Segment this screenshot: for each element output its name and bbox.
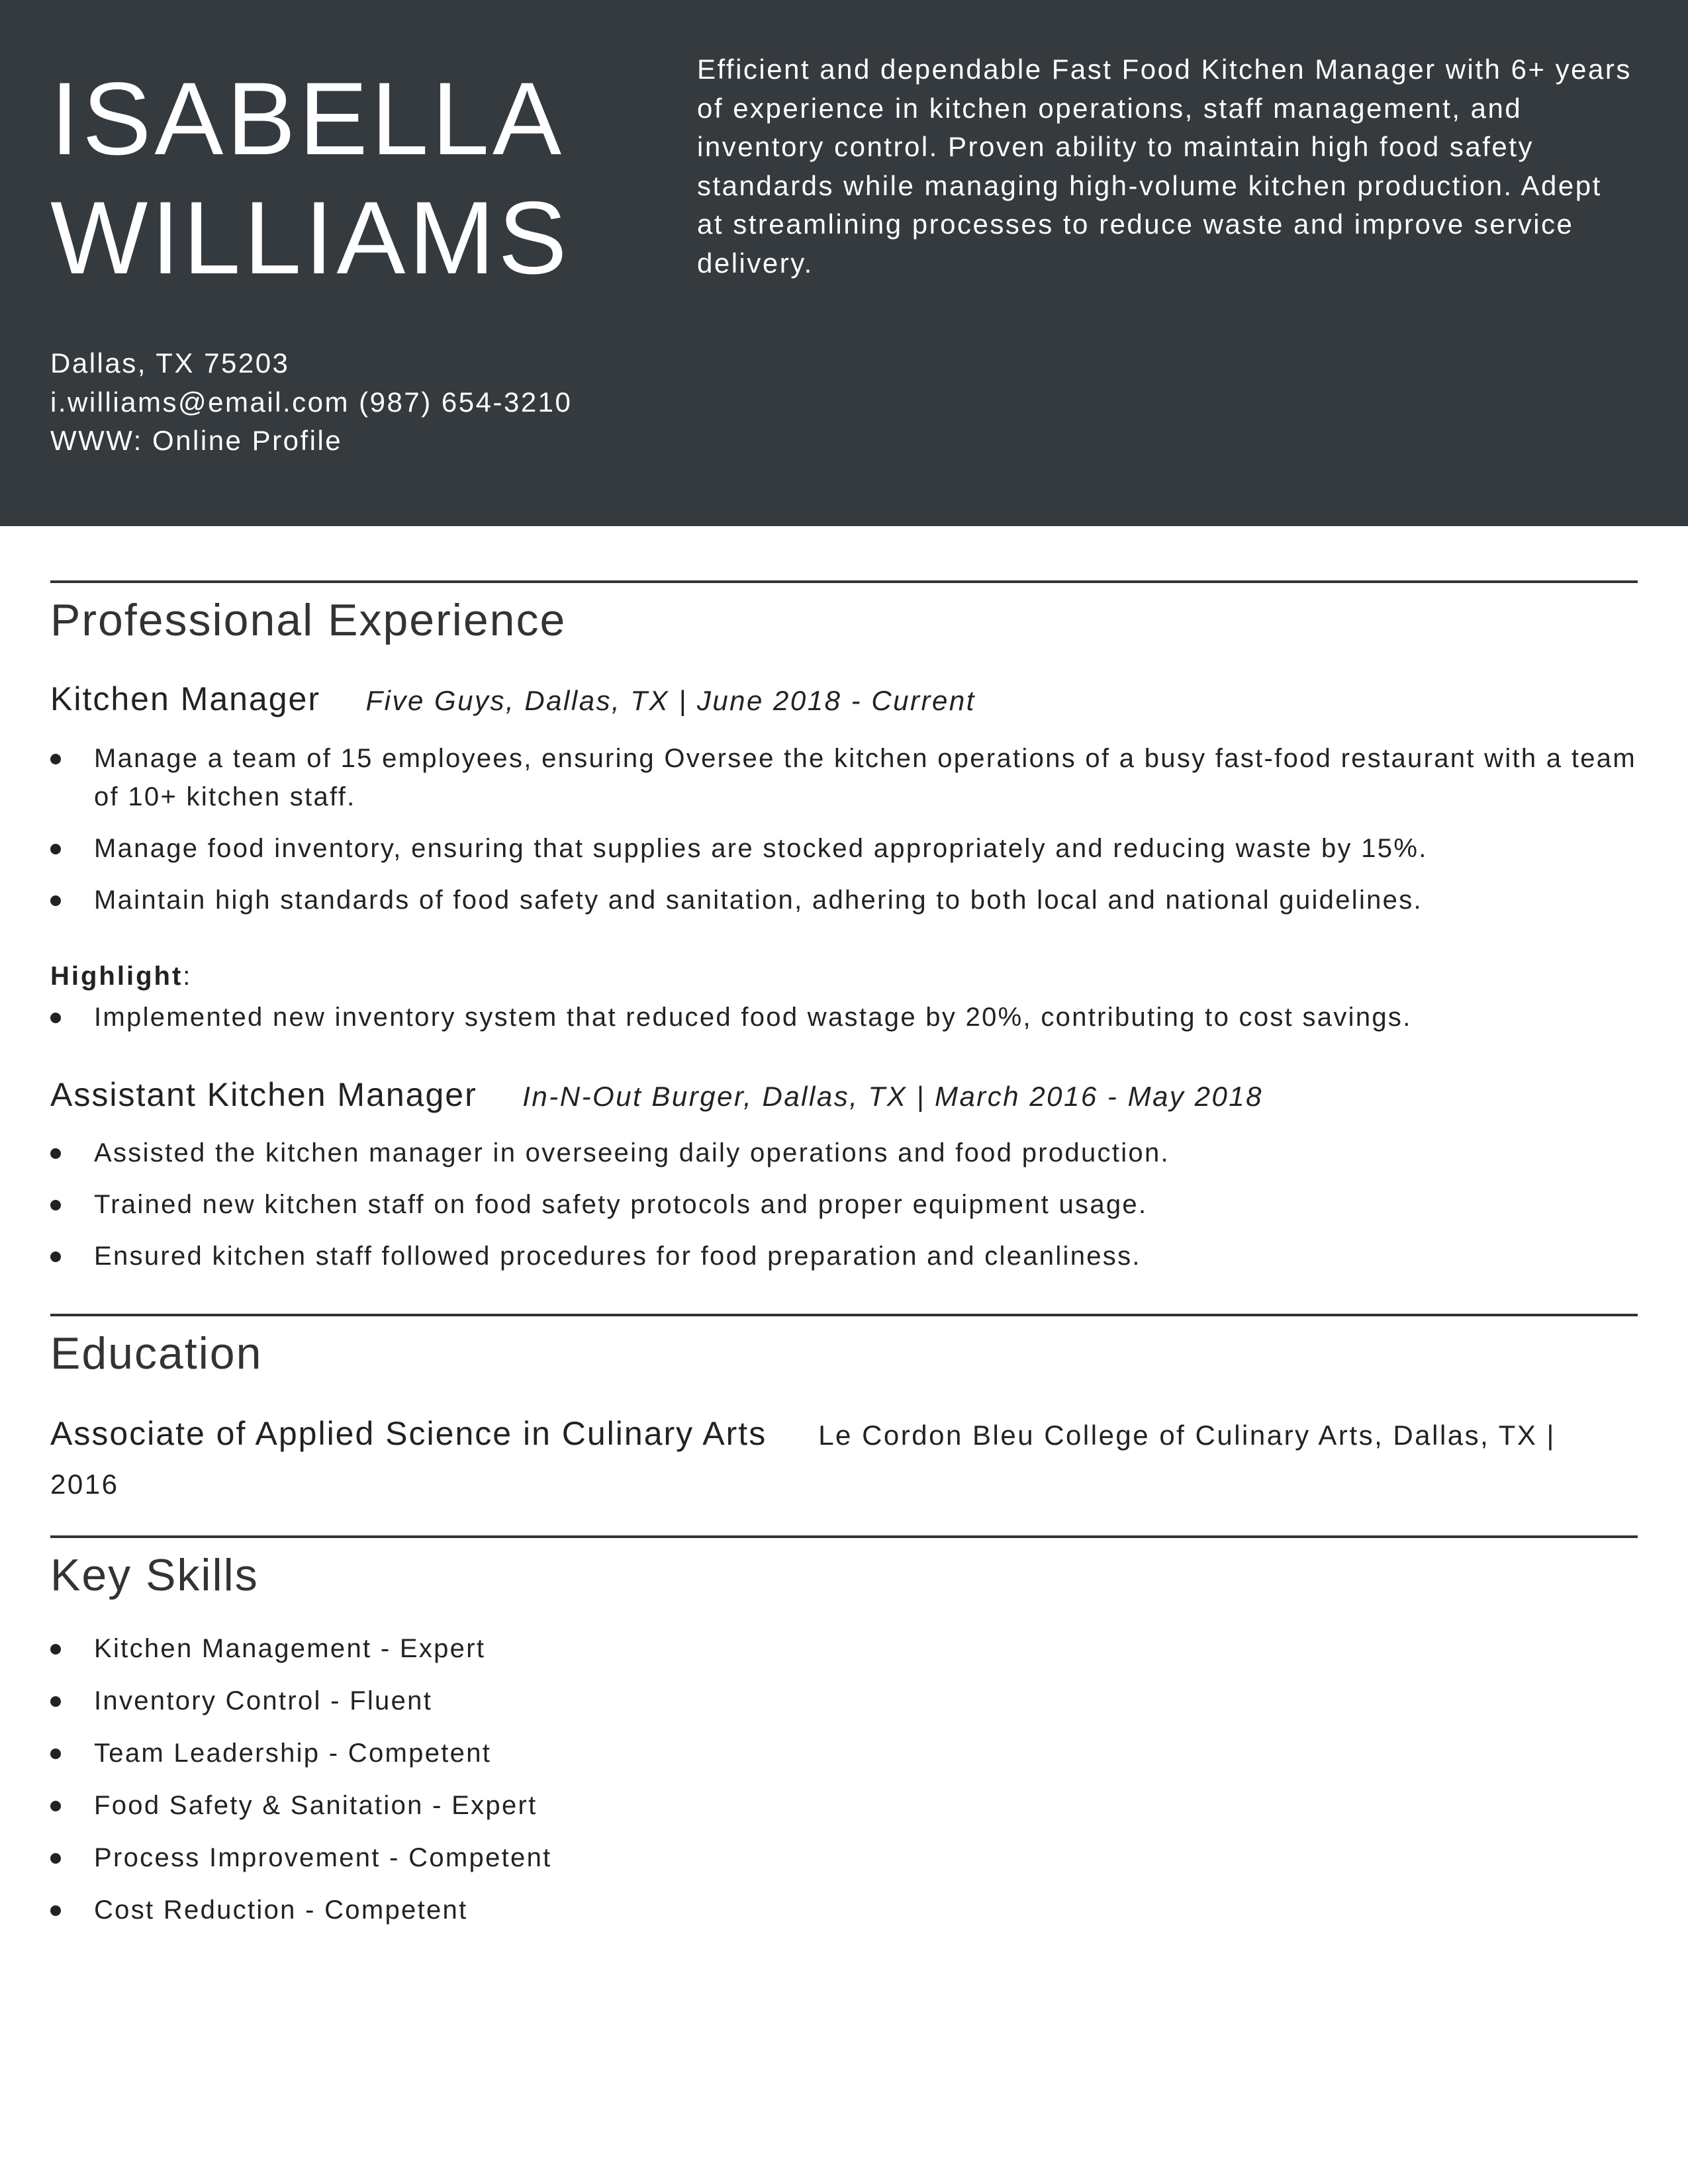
list-item: Manage a team of 15 employees, ensuring Oversee the kitchen operations of a busy fast-food restaurant with a team of 10+ kitchen staff. xyxy=(50,739,1639,816)
job-title: Kitchen Manager xyxy=(50,680,321,717)
candidate-name xyxy=(50,60,571,298)
highlight-label-text: Highlight xyxy=(50,962,183,991)
list-item: Trained new kitchen staff on food safety protocols and proper equipment usage. xyxy=(50,1185,1639,1224)
section-divider xyxy=(50,1314,1638,1316)
job-title: Assistant Kitchen Manager xyxy=(50,1076,477,1113)
list-item: Ensured kitchen staff followed procedures for food preparation and cleanliness. xyxy=(50,1237,1639,1275)
contact-info xyxy=(50,344,572,461)
job-bullets xyxy=(50,1134,1639,1275)
skill-item: Team Leadership - Competent xyxy=(50,1734,1639,1772)
list-item: Implemented new inventory system that reduced food wastage by 20%, contributing to cost savings. xyxy=(50,998,1639,1036)
job-meta: Five Guys, Dallas, TX | June 2018 - Current xyxy=(365,685,976,716)
highlight-colon: : xyxy=(183,962,193,991)
job-bullets xyxy=(50,739,1639,919)
section-divider xyxy=(50,1535,1638,1538)
skill-item: Inventory Control - Fluent xyxy=(50,1682,1639,1720)
contact-website[interactable]: WWW: Online Profile xyxy=(50,425,343,456)
education-school: Le Cordon Bleu College of Culinary Arts, Dallas, TX | xyxy=(818,1420,1556,1451)
education-year: 2016 xyxy=(50,1469,119,1500)
job-meta: In-N-Out Burger, Dallas, TX | March 2016 - May 2018 xyxy=(522,1081,1264,1112)
skill-item: Kitchen Management - Expert xyxy=(50,1629,1639,1668)
contact-email-phone: i.williams@email.com (987) 654-3210 xyxy=(50,386,573,418)
professional-summary: Efficient and dependable Fast Food Kitchen Manager with 6+ years of experience in kitchen operations, staff management, and inventory control. Proven ability to maintain high food safety standards while managing high-volume kitchen production. Adept at streamlining processes to reduce waste and improve service delivery. xyxy=(697,54,1632,279)
education-entry xyxy=(50,1412,1639,1506)
section-divider xyxy=(50,580,1638,583)
highlight-bullets xyxy=(50,998,1639,1036)
skill-item: Cost Reduction - Competent xyxy=(50,1891,1639,1929)
section-title-skills: Key Skills xyxy=(50,1550,259,1600)
skill-item: Food Safety & Sanitation - Expert xyxy=(50,1786,1639,1825)
list-item: Maintain high standards of food safety and sanitation, adhering to both local and national guidelines. xyxy=(50,881,1639,919)
job-header-assistant-kitchen-manager xyxy=(50,1075,1263,1114)
resume-header xyxy=(0,0,1688,526)
first-name: ISABELLA xyxy=(50,62,565,177)
highlight-label xyxy=(50,962,192,991)
list-item: Assisted the kitchen manager in overseeing daily operations and food production. xyxy=(50,1134,1639,1172)
skills-list xyxy=(50,1629,1639,1929)
section-title-education: Education xyxy=(50,1328,263,1379)
section-title-experience: Professional Experience xyxy=(50,595,567,645)
list-item: Manage food inventory, ensuring that supplies are stocked appropriately and reducing waste by 15%. xyxy=(50,829,1639,868)
education-degree: Associate of Applied Science in Culinary Arts xyxy=(50,1415,767,1452)
contact-address: Dallas, TX 75203 xyxy=(50,347,290,379)
skill-item: Process Improvement - Competent xyxy=(50,1839,1639,1877)
job-header-kitchen-manager xyxy=(50,680,976,718)
last-name: WILLIAMS xyxy=(50,181,571,296)
